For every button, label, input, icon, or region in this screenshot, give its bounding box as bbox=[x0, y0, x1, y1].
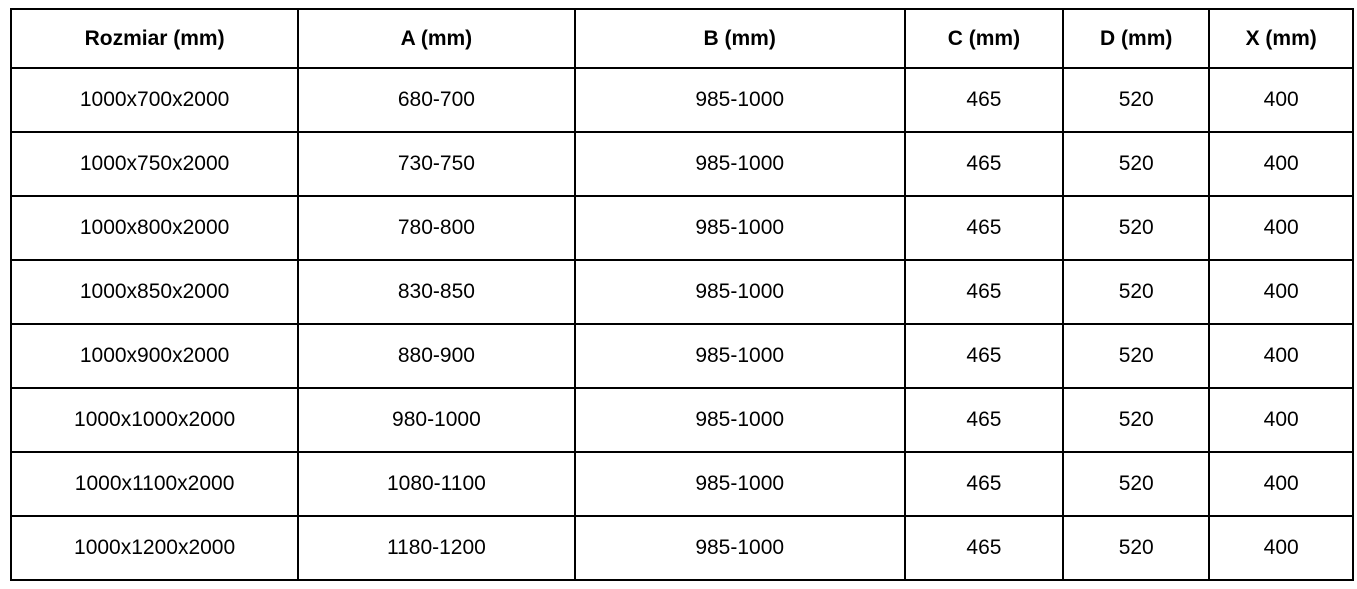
cell-x: 400 bbox=[1209, 260, 1353, 324]
cell-c: 465 bbox=[905, 132, 1063, 196]
cell-d: 520 bbox=[1063, 260, 1209, 324]
cell-a: 880-900 bbox=[298, 324, 574, 388]
cell-a: 830-850 bbox=[298, 260, 574, 324]
cell-b: 985-1000 bbox=[575, 324, 905, 388]
table-row bbox=[11, 196, 1353, 260]
cell-c: 465 bbox=[905, 516, 1063, 580]
cell-x: 400 bbox=[1209, 516, 1353, 580]
cell-a: 680-700 bbox=[298, 68, 574, 132]
cell-rozmiar: 1000x900x2000 bbox=[11, 324, 298, 388]
cell-a: 980-1000 bbox=[298, 388, 574, 452]
cell-a: 780-800 bbox=[298, 196, 574, 260]
cell-a: 730-750 bbox=[298, 132, 574, 196]
cell-x: 400 bbox=[1209, 452, 1353, 516]
table-row bbox=[11, 388, 1353, 452]
cell-x: 400 bbox=[1209, 324, 1353, 388]
cell-x: 400 bbox=[1209, 68, 1353, 132]
table-row bbox=[11, 260, 1353, 324]
cell-x: 400 bbox=[1209, 132, 1353, 196]
cell-a: 1080-1100 bbox=[298, 452, 574, 516]
cell-rozmiar: 1000x1000x2000 bbox=[11, 388, 298, 452]
cell-a: 1180-1200 bbox=[298, 516, 574, 580]
table-row bbox=[11, 516, 1353, 580]
table-row bbox=[11, 68, 1353, 132]
table-row bbox=[11, 452, 1353, 516]
cell-rozmiar: 1000x850x2000 bbox=[11, 260, 298, 324]
cell-rozmiar: 1000x1100x2000 bbox=[11, 452, 298, 516]
cell-c: 465 bbox=[905, 260, 1063, 324]
table-row bbox=[11, 132, 1353, 196]
cell-d: 520 bbox=[1063, 68, 1209, 132]
column-header-b: B (mm) bbox=[575, 9, 905, 68]
cell-c: 465 bbox=[905, 324, 1063, 388]
column-header-d: D (mm) bbox=[1063, 9, 1209, 68]
cell-b: 985-1000 bbox=[575, 452, 905, 516]
cell-c: 465 bbox=[905, 388, 1063, 452]
cell-rozmiar: 1000x800x2000 bbox=[11, 196, 298, 260]
cell-b: 985-1000 bbox=[575, 260, 905, 324]
cell-c: 465 bbox=[905, 452, 1063, 516]
table-row bbox=[11, 324, 1353, 388]
dimensions-table bbox=[10, 8, 1354, 581]
cell-d: 520 bbox=[1063, 516, 1209, 580]
cell-d: 520 bbox=[1063, 452, 1209, 516]
column-header-c: C (mm) bbox=[905, 9, 1063, 68]
cell-rozmiar: 1000x700x2000 bbox=[11, 68, 298, 132]
cell-x: 400 bbox=[1209, 388, 1353, 452]
cell-rozmiar: 1000x1200x2000 bbox=[11, 516, 298, 580]
column-header-x: X (mm) bbox=[1209, 9, 1353, 68]
cell-c: 465 bbox=[905, 68, 1063, 132]
cell-d: 520 bbox=[1063, 132, 1209, 196]
cell-rozmiar: 1000x750x2000 bbox=[11, 132, 298, 196]
cell-b: 985-1000 bbox=[575, 68, 905, 132]
cell-d: 520 bbox=[1063, 196, 1209, 260]
column-header-rozmiar: Rozmiar (mm) bbox=[11, 9, 298, 68]
cell-b: 985-1000 bbox=[575, 196, 905, 260]
column-header-a: A (mm) bbox=[298, 9, 574, 68]
cell-d: 520 bbox=[1063, 324, 1209, 388]
cell-b: 985-1000 bbox=[575, 132, 905, 196]
cell-c: 465 bbox=[905, 196, 1063, 260]
cell-x: 400 bbox=[1209, 196, 1353, 260]
cell-d: 520 bbox=[1063, 388, 1209, 452]
header-row bbox=[11, 9, 1353, 68]
cell-b: 985-1000 bbox=[575, 388, 905, 452]
cell-b: 985-1000 bbox=[575, 516, 905, 580]
